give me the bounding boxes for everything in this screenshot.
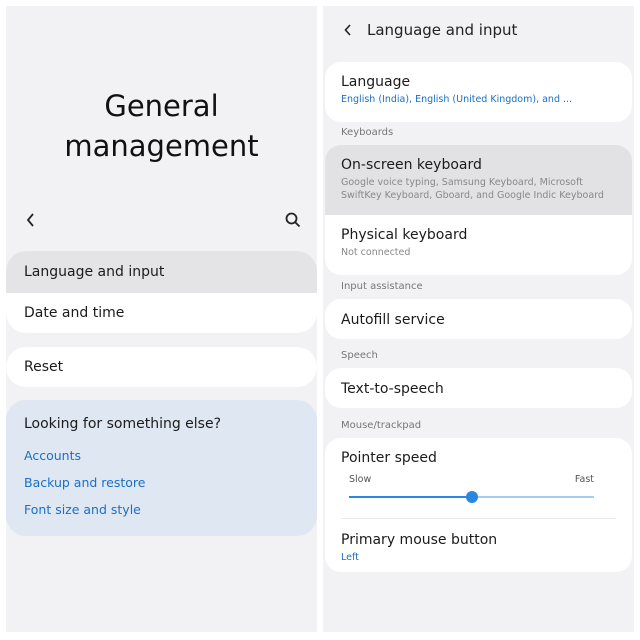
physical-keyboard-sub: Not connected xyxy=(341,247,411,258)
onscreen-keyboard-sub: Google voice typing, Samsung Keyboard, Microsoft SwiftKey Keyboard, Gboard, and Google Indic Keyboard xyxy=(341,177,604,201)
slider-max-label: Fast xyxy=(574,474,594,485)
back-button[interactable] xyxy=(19,208,43,232)
accounts-link[interactable]: Accounts xyxy=(24,448,81,463)
item-label: Reset xyxy=(24,359,64,375)
slider-min-label: Slow xyxy=(349,474,372,485)
primary-mouse-button-item[interactable] xyxy=(325,520,632,572)
chevron-left-icon xyxy=(25,212,37,228)
page-title xyxy=(6,86,317,166)
reset-card xyxy=(6,347,317,387)
back-button[interactable] xyxy=(337,20,359,40)
language-and-input-screen xyxy=(323,6,634,632)
keyboards-card xyxy=(325,145,632,275)
page-title-line1: General xyxy=(104,89,219,123)
help-card xyxy=(6,400,317,536)
slider-thumb[interactable] xyxy=(466,491,478,503)
pointer-speed-title: Pointer speed xyxy=(341,450,437,466)
tts-title: Text-to-speech xyxy=(341,381,444,397)
search-button[interactable] xyxy=(281,208,305,232)
search-icon xyxy=(285,212,301,228)
section-keyboards: Keyboards xyxy=(341,127,394,138)
language-date-card xyxy=(6,251,317,333)
physical-keyboard-title: Physical keyboard xyxy=(341,227,468,243)
language-value: English (India), English (United Kingdom), and ... xyxy=(341,94,573,105)
section-mouse-trackpad: Mouse/trackpad xyxy=(341,420,422,431)
tts-card xyxy=(325,368,632,408)
item-label: Date and time xyxy=(24,305,125,321)
autofill-card xyxy=(325,299,632,339)
header-title: Language and input xyxy=(367,21,518,39)
date-and-time-item[interactable] xyxy=(6,293,317,333)
text-to-speech-item[interactable] xyxy=(325,368,632,408)
divider xyxy=(341,518,616,519)
header xyxy=(337,20,517,40)
backup-and-restore-link[interactable]: Backup and restore xyxy=(24,475,146,490)
chevron-left-icon xyxy=(343,23,353,37)
general-management-screen xyxy=(6,6,317,632)
section-input-assistance: Input assistance xyxy=(341,281,423,292)
slider-track-empty xyxy=(472,496,594,498)
onscreen-keyboard-title: On-screen keyboard xyxy=(341,157,482,173)
help-title: Looking for something else? xyxy=(24,416,222,432)
slider-track-filled xyxy=(349,496,472,498)
reset-item[interactable] xyxy=(6,347,317,387)
autofill-service-item[interactable] xyxy=(325,299,632,339)
page-title-line2: management xyxy=(64,129,259,163)
primary-mouse-button-title: Primary mouse button xyxy=(341,532,498,548)
language-title: Language xyxy=(341,74,411,90)
autofill-title: Autofill service xyxy=(341,312,445,328)
mouse-card xyxy=(325,438,632,572)
font-size-and-style-link[interactable]: Font size and style xyxy=(24,502,141,517)
language-and-input-item[interactable] xyxy=(6,251,317,293)
pointer-speed-item xyxy=(325,438,632,512)
item-label: Language and input xyxy=(24,264,165,280)
primary-mouse-button-value: Left xyxy=(341,552,359,563)
language-item[interactable] xyxy=(325,62,632,122)
language-card xyxy=(325,62,632,122)
physical-keyboard-item[interactable] xyxy=(325,215,632,275)
onscreen-keyboard-item[interactable] xyxy=(325,145,632,215)
section-speech: Speech xyxy=(341,350,378,361)
